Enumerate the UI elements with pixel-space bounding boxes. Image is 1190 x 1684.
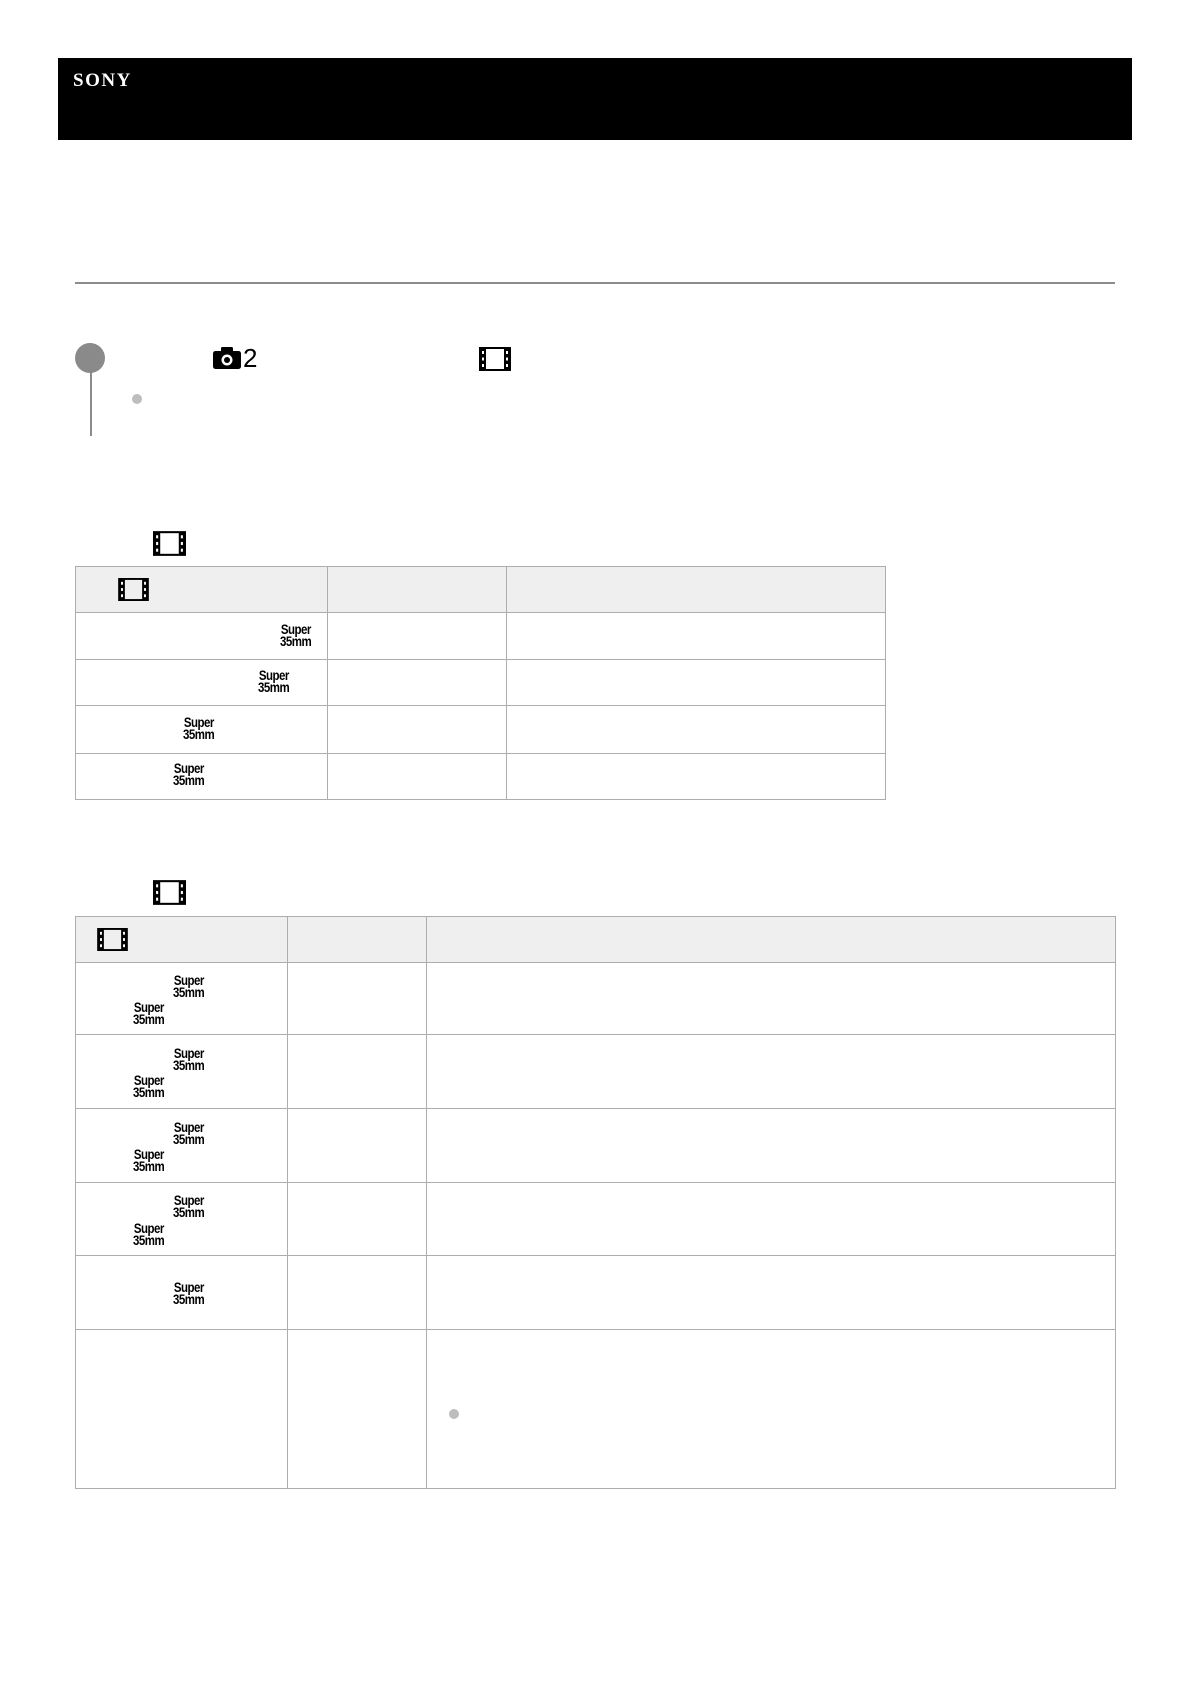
table-header-cell <box>427 917 1116 963</box>
table-cell <box>288 1330 427 1489</box>
camera-icon <box>212 346 242 370</box>
table-cell <box>76 1256 288 1330</box>
table-row <box>76 1256 1116 1330</box>
super35mm-icon: Super 35mm <box>183 714 215 742</box>
super35mm-icon: Super 35mm <box>133 999 165 1027</box>
title-divider <box>75 282 1115 284</box>
movie-icon <box>479 347 511 371</box>
table-cell <box>76 613 328 660</box>
table-header-cell <box>288 917 427 963</box>
table-cell <box>76 1035 288 1109</box>
super35mm-icon: Super 35mm <box>173 1045 205 1073</box>
super35mm-icon: Super 35mm <box>133 1220 165 1248</box>
table-cell <box>427 1109 1116 1183</box>
table-row <box>76 613 886 660</box>
table-cell <box>427 1256 1116 1330</box>
table-row <box>76 1183 1116 1256</box>
table-cell <box>76 1183 288 1256</box>
table-cell <box>328 660 507 706</box>
step-marker <box>75 343 105 373</box>
table-cell <box>76 706 328 754</box>
table-cell <box>507 754 886 800</box>
super35mm-icon: Super 35mm <box>173 972 205 1000</box>
table-row <box>76 963 1116 1035</box>
movie-icon <box>97 928 128 951</box>
table-cell <box>427 1330 1116 1489</box>
header-bar <box>58 58 1132 140</box>
table-row <box>76 1109 1116 1183</box>
step-connector-line <box>90 372 92 436</box>
table-header-cell <box>507 567 886 613</box>
super35mm-icon: Super 35mm <box>258 667 290 695</box>
table-header-cell <box>76 917 288 963</box>
super35mm-icon: Super 35mm <box>133 1072 165 1100</box>
settings-table-2 <box>75 916 1116 1489</box>
table-row <box>76 1035 1116 1109</box>
note-bullet <box>449 1409 459 1419</box>
super35mm-icon: Super 35mm <box>173 1192 205 1220</box>
table-header-row <box>76 567 886 613</box>
table-header-cell <box>328 567 507 613</box>
movie-icon <box>118 578 149 601</box>
table-cell <box>76 754 328 800</box>
table-cell <box>427 963 1116 1035</box>
table-header-row <box>76 917 1116 963</box>
table-row <box>76 660 886 706</box>
table-cell <box>328 754 507 800</box>
table-cell <box>76 1330 288 1489</box>
table-cell <box>288 1256 427 1330</box>
settings-table-1 <box>75 566 886 800</box>
table-cell <box>427 1035 1116 1109</box>
table-cell <box>288 963 427 1035</box>
table-cell <box>427 1183 1116 1256</box>
table-cell <box>507 660 886 706</box>
table-cell <box>328 706 507 754</box>
table-cell <box>507 706 886 754</box>
table-row <box>76 754 886 800</box>
table-row <box>76 706 886 754</box>
super35mm-icon: Super 35mm <box>173 760 205 788</box>
table-cell <box>288 1109 427 1183</box>
camera-menu-page-number: 2 <box>243 343 258 373</box>
table-row <box>76 1330 1116 1489</box>
table-cell <box>328 613 507 660</box>
super35mm-icon: Super 35mm <box>173 1119 205 1147</box>
table-cell <box>288 1183 427 1256</box>
step-note-bullet <box>132 394 142 404</box>
super35mm-icon: Super 35mm <box>173 1279 205 1307</box>
table-cell <box>76 660 328 706</box>
movie-icon <box>153 531 186 556</box>
super35mm-icon: Super 35mm <box>280 621 312 649</box>
super35mm-icon: Super 35mm <box>133 1146 165 1174</box>
movie-icon <box>153 880 186 905</box>
table-cell <box>76 963 288 1035</box>
table-cell <box>288 1035 427 1109</box>
table-cell <box>507 613 886 660</box>
table-header-cell <box>76 567 328 613</box>
table-cell <box>76 1109 288 1183</box>
sony-logo[interactable]: SONY <box>73 70 132 91</box>
